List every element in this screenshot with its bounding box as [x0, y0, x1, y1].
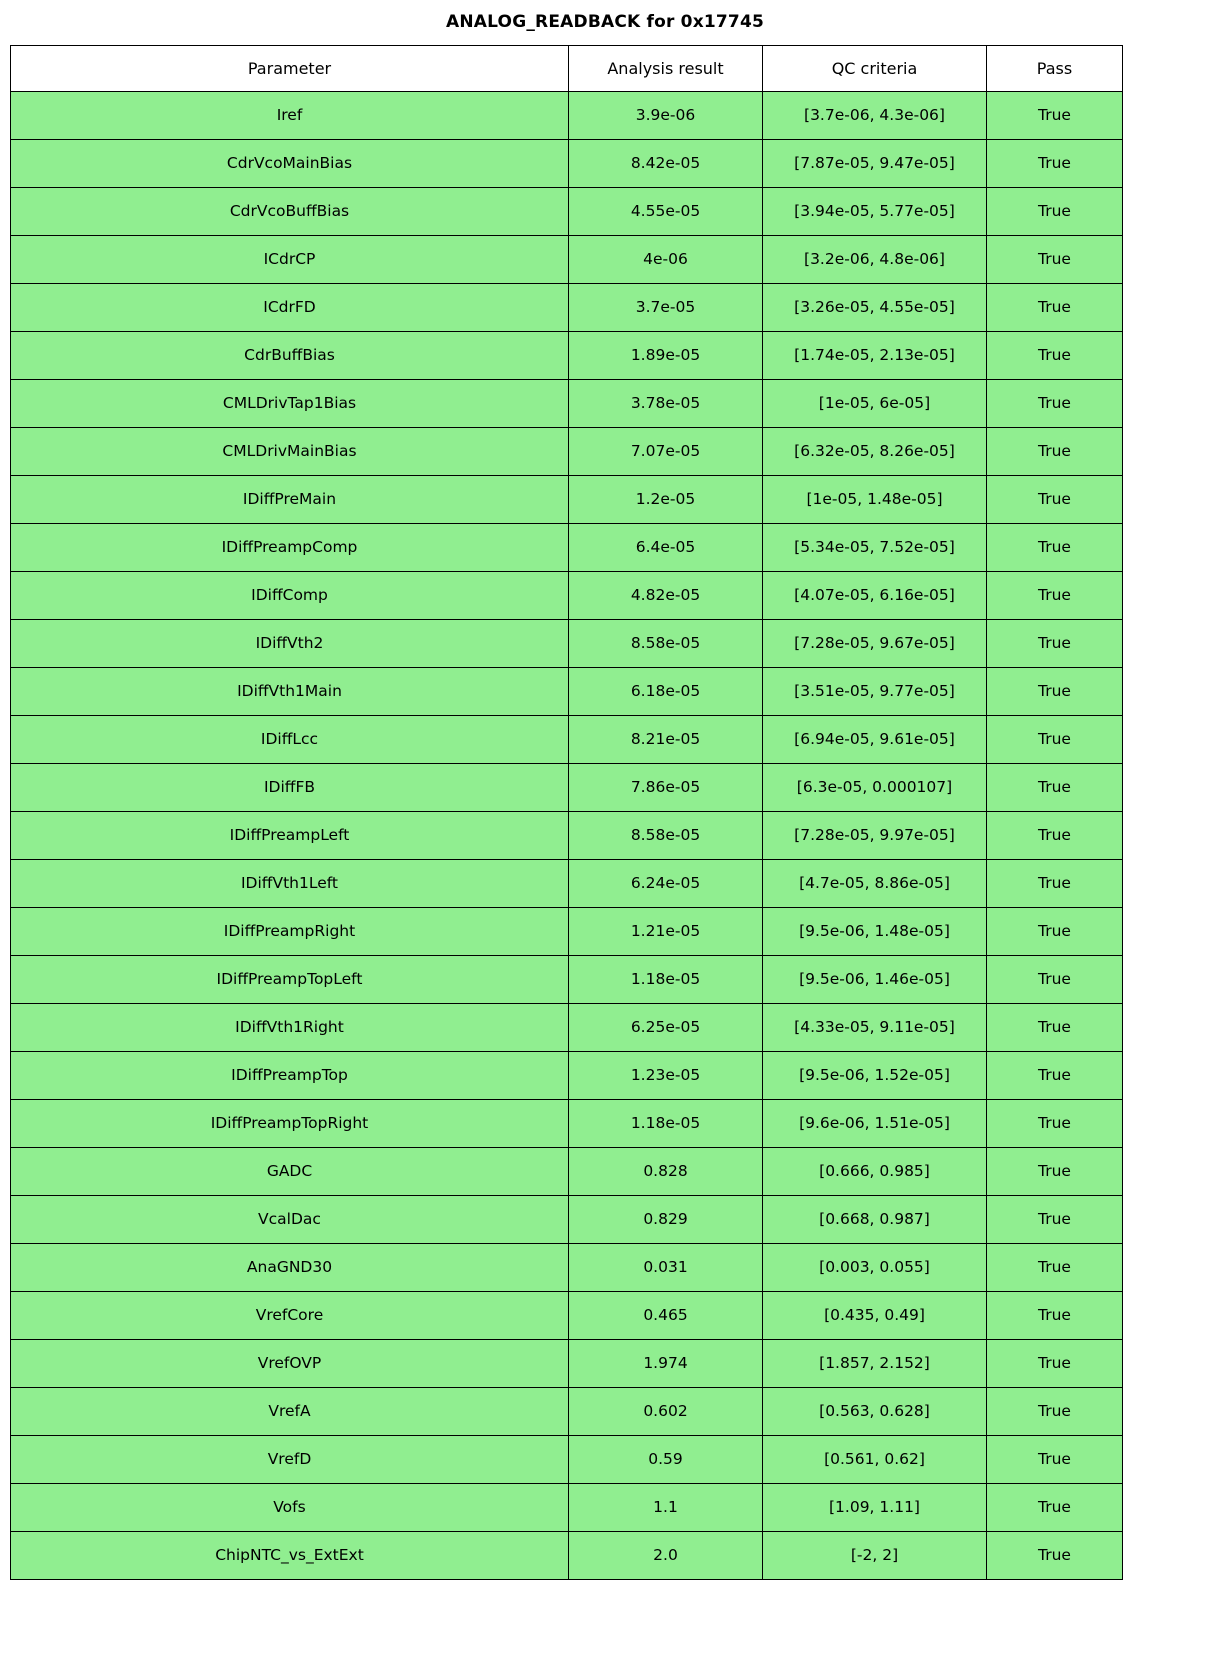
qc-criteria-cell: [0.563, 0.628]: [763, 1388, 987, 1436]
qc-criteria-cell: [4.7e-05, 8.86e-05]: [763, 860, 987, 908]
analysis-result-cell: 7.07e-05: [569, 428, 763, 476]
pass-cell: True: [987, 1532, 1123, 1580]
qc-criteria-cell: [0.435, 0.49]: [763, 1292, 987, 1340]
qc-criteria-cell: [4.33e-05, 9.11e-05]: [763, 1004, 987, 1052]
table-row: [11, 140, 1123, 188]
parameter-cell: IDiffPreampLeft: [11, 812, 569, 860]
table-row: [11, 1148, 1123, 1196]
analysis-result-cell: 1.89e-05: [569, 332, 763, 380]
qc-criteria-cell: [1e-05, 1.48e-05]: [763, 476, 987, 524]
parameter-cell: IDiffPreampRight: [11, 908, 569, 956]
pass-cell: True: [987, 236, 1123, 284]
analysis-result-cell: 8.42e-05: [569, 140, 763, 188]
pass-cell: True: [987, 428, 1123, 476]
parameter-cell: IDiffPreampTopLeft: [11, 956, 569, 1004]
analysis-result-cell: 8.58e-05: [569, 620, 763, 668]
pass-cell: True: [987, 1148, 1123, 1196]
qc-criteria-cell: [0.666, 0.985]: [763, 1148, 987, 1196]
parameter-cell: IDiffPreampTop: [11, 1052, 569, 1100]
table-row: [11, 812, 1123, 860]
qc-criteria-cell: [3.2e-06, 4.8e-06]: [763, 236, 987, 284]
parameter-cell: IDiffVth1Right: [11, 1004, 569, 1052]
qc-criteria-cell: [3.94e-05, 5.77e-05]: [763, 188, 987, 236]
pass-cell: True: [987, 92, 1123, 140]
parameter-cell: IDiffVth2: [11, 620, 569, 668]
table-header-row: [11, 46, 1123, 92]
analysis-result-cell: 1.2e-05: [569, 476, 763, 524]
table-row: [11, 908, 1123, 956]
analysis-result-cell: 8.21e-05: [569, 716, 763, 764]
pass-cell: True: [987, 956, 1123, 1004]
analysis-result-cell: 1.21e-05: [569, 908, 763, 956]
table-row: [11, 92, 1123, 140]
analysis-result-cell: 0.828: [569, 1148, 763, 1196]
qc-criteria-cell: [1.09, 1.11]: [763, 1484, 987, 1532]
qc-criteria-cell: [7.28e-05, 9.67e-05]: [763, 620, 987, 668]
analysis-result-cell: 2.0: [569, 1532, 763, 1580]
parameter-cell: GADC: [11, 1148, 569, 1196]
pass-cell: True: [987, 1052, 1123, 1100]
pass-cell: True: [987, 668, 1123, 716]
pass-cell: True: [987, 476, 1123, 524]
analysis-result-cell: 6.25e-05: [569, 1004, 763, 1052]
analysis-result-cell: 1.23e-05: [569, 1052, 763, 1100]
table-row: [11, 956, 1123, 1004]
parameter-cell: IDiffVth1Left: [11, 860, 569, 908]
analysis-result-cell: 3.9e-06: [569, 92, 763, 140]
qc-criteria-cell: [1.857, 2.152]: [763, 1340, 987, 1388]
table-row: [11, 236, 1123, 284]
pass-cell: True: [987, 188, 1123, 236]
pass-cell: True: [987, 284, 1123, 332]
qc-criteria-cell: [-2, 2]: [763, 1532, 987, 1580]
qc-criteria-cell: [9.6e-06, 1.51e-05]: [763, 1100, 987, 1148]
analysis-result-cell: 4.55e-05: [569, 188, 763, 236]
table-row: [11, 188, 1123, 236]
analysis-result-cell: 0.031: [569, 1244, 763, 1292]
column-header-analysis-result: Analysis result: [569, 46, 763, 92]
parameter-cell: CMLDrivMainBias: [11, 428, 569, 476]
pass-cell: True: [987, 1484, 1123, 1532]
analysis-result-cell: 0.465: [569, 1292, 763, 1340]
parameter-cell: IDiffPreMain: [11, 476, 569, 524]
parameter-cell: ICdrFD: [11, 284, 569, 332]
parameter-cell: Iref: [11, 92, 569, 140]
qc-criteria-cell: [6.3e-05, 0.000107]: [763, 764, 987, 812]
analysis-result-cell: 3.78e-05: [569, 380, 763, 428]
qc-criteria-cell: [9.5e-06, 1.48e-05]: [763, 908, 987, 956]
analysis-result-cell: 4e-06: [569, 236, 763, 284]
qc-criteria-cell: [9.5e-06, 1.52e-05]: [763, 1052, 987, 1100]
parameter-cell: CMLDrivTap1Bias: [11, 380, 569, 428]
table-body: [11, 92, 1123, 1580]
analysis-result-cell: 0.59: [569, 1436, 763, 1484]
table-row: [11, 476, 1123, 524]
pass-cell: True: [987, 812, 1123, 860]
analysis-result-cell: 1.974: [569, 1340, 763, 1388]
pass-cell: True: [987, 1244, 1123, 1292]
analysis-result-cell: 7.86e-05: [569, 764, 763, 812]
table-row: [11, 1244, 1123, 1292]
pass-cell: True: [987, 908, 1123, 956]
pass-cell: True: [987, 860, 1123, 908]
qc-criteria-cell: [0.561, 0.62]: [763, 1436, 987, 1484]
parameter-cell: IDiffFB: [11, 764, 569, 812]
parameter-cell: ChipNTC_vs_ExtExt: [11, 1532, 569, 1580]
analysis-result-cell: 0.829: [569, 1196, 763, 1244]
table-row: [11, 1052, 1123, 1100]
qc-criteria-cell: [5.34e-05, 7.52e-05]: [763, 524, 987, 572]
table-row: [11, 860, 1123, 908]
pass-cell: True: [987, 524, 1123, 572]
parameter-cell: IDiffPreampComp: [11, 524, 569, 572]
pass-cell: True: [987, 1292, 1123, 1340]
analysis-result-cell: 6.4e-05: [569, 524, 763, 572]
pass-cell: True: [987, 1004, 1123, 1052]
parameter-cell: VrefOVP: [11, 1340, 569, 1388]
table-row: [11, 332, 1123, 380]
parameter-cell: AnaGND30: [11, 1244, 569, 1292]
parameter-cell: IDiffVth1Main: [11, 668, 569, 716]
column-header-pass: Pass: [987, 46, 1123, 92]
parameter-cell: IDiffLcc: [11, 716, 569, 764]
qc-criteria-cell: [1e-05, 6e-05]: [763, 380, 987, 428]
parameter-cell: VcalDac: [11, 1196, 569, 1244]
qc-criteria-cell: [3.7e-06, 4.3e-06]: [763, 92, 987, 140]
parameter-cell: Vofs: [11, 1484, 569, 1532]
qc-criteria-cell: [1.74e-05, 2.13e-05]: [763, 332, 987, 380]
pass-cell: True: [987, 1196, 1123, 1244]
table-row: [11, 380, 1123, 428]
table-row: [11, 1100, 1123, 1148]
column-header-qc-criteria: QC criteria: [763, 46, 987, 92]
parameter-cell: IDiffComp: [11, 572, 569, 620]
table-row: [11, 1340, 1123, 1388]
analysis-result-cell: 4.82e-05: [569, 572, 763, 620]
table-row: [11, 1532, 1123, 1580]
table-row: [11, 620, 1123, 668]
table-row: [11, 716, 1123, 764]
table-row: [11, 1388, 1123, 1436]
parameter-cell: CdrVcoBuffBias: [11, 188, 569, 236]
qc-criteria-cell: [0.668, 0.987]: [763, 1196, 987, 1244]
page-title: ANALOG_READBACK for 0x17745: [445, 12, 765, 32]
pass-cell: True: [987, 1340, 1123, 1388]
parameter-cell: CdrVcoMainBias: [11, 140, 569, 188]
table-row: [11, 1436, 1123, 1484]
analysis-result-cell: 1.18e-05: [569, 1100, 763, 1148]
table-row: [11, 524, 1123, 572]
analysis-result-cell: 6.18e-05: [569, 668, 763, 716]
table-row: [11, 764, 1123, 812]
pass-cell: True: [987, 332, 1123, 380]
pass-cell: True: [987, 1100, 1123, 1148]
qc-criteria-cell: [9.5e-06, 1.46e-05]: [763, 956, 987, 1004]
table-row: [11, 668, 1123, 716]
table-row: [11, 284, 1123, 332]
parameter-cell: VrefD: [11, 1436, 569, 1484]
analysis-result-cell: 0.602: [569, 1388, 763, 1436]
analysis-result-cell: 8.58e-05: [569, 812, 763, 860]
pass-cell: True: [987, 764, 1123, 812]
table-row: [11, 1292, 1123, 1340]
analog-readback-table: [10, 45, 1123, 1580]
table-row: [11, 428, 1123, 476]
qc-criteria-cell: [4.07e-05, 6.16e-05]: [763, 572, 987, 620]
pass-cell: True: [987, 1436, 1123, 1484]
analysis-result-cell: 1.1: [569, 1484, 763, 1532]
qc-criteria-cell: [6.94e-05, 9.61e-05]: [763, 716, 987, 764]
pass-cell: True: [987, 140, 1123, 188]
column-header-parameter: Parameter: [11, 46, 569, 92]
qc-criteria-cell: [3.51e-05, 9.77e-05]: [763, 668, 987, 716]
qc-criteria-cell: [3.26e-05, 4.55e-05]: [763, 284, 987, 332]
analysis-result-cell: 6.24e-05: [569, 860, 763, 908]
table-row: [11, 572, 1123, 620]
pass-cell: True: [987, 620, 1123, 668]
parameter-cell: VrefCore: [11, 1292, 569, 1340]
pass-cell: True: [987, 1388, 1123, 1436]
analysis-result-cell: 3.7e-05: [569, 284, 763, 332]
table-row: [11, 1196, 1123, 1244]
table-row: [11, 1484, 1123, 1532]
parameter-cell: VrefA: [11, 1388, 569, 1436]
parameter-cell: CdrBuffBias: [11, 332, 569, 380]
analysis-result-cell: 1.18e-05: [569, 956, 763, 1004]
pass-cell: True: [987, 380, 1123, 428]
qc-criteria-cell: [7.87e-05, 9.47e-05]: [763, 140, 987, 188]
qc-criteria-cell: [6.32e-05, 8.26e-05]: [763, 428, 987, 476]
pass-cell: True: [987, 716, 1123, 764]
pass-cell: True: [987, 572, 1123, 620]
qc-criteria-cell: [0.003, 0.055]: [763, 1244, 987, 1292]
parameter-cell: IDiffPreampTopRight: [11, 1100, 569, 1148]
qc-criteria-cell: [7.28e-05, 9.97e-05]: [763, 812, 987, 860]
parameter-cell: ICdrCP: [11, 236, 569, 284]
table-row: [11, 1004, 1123, 1052]
